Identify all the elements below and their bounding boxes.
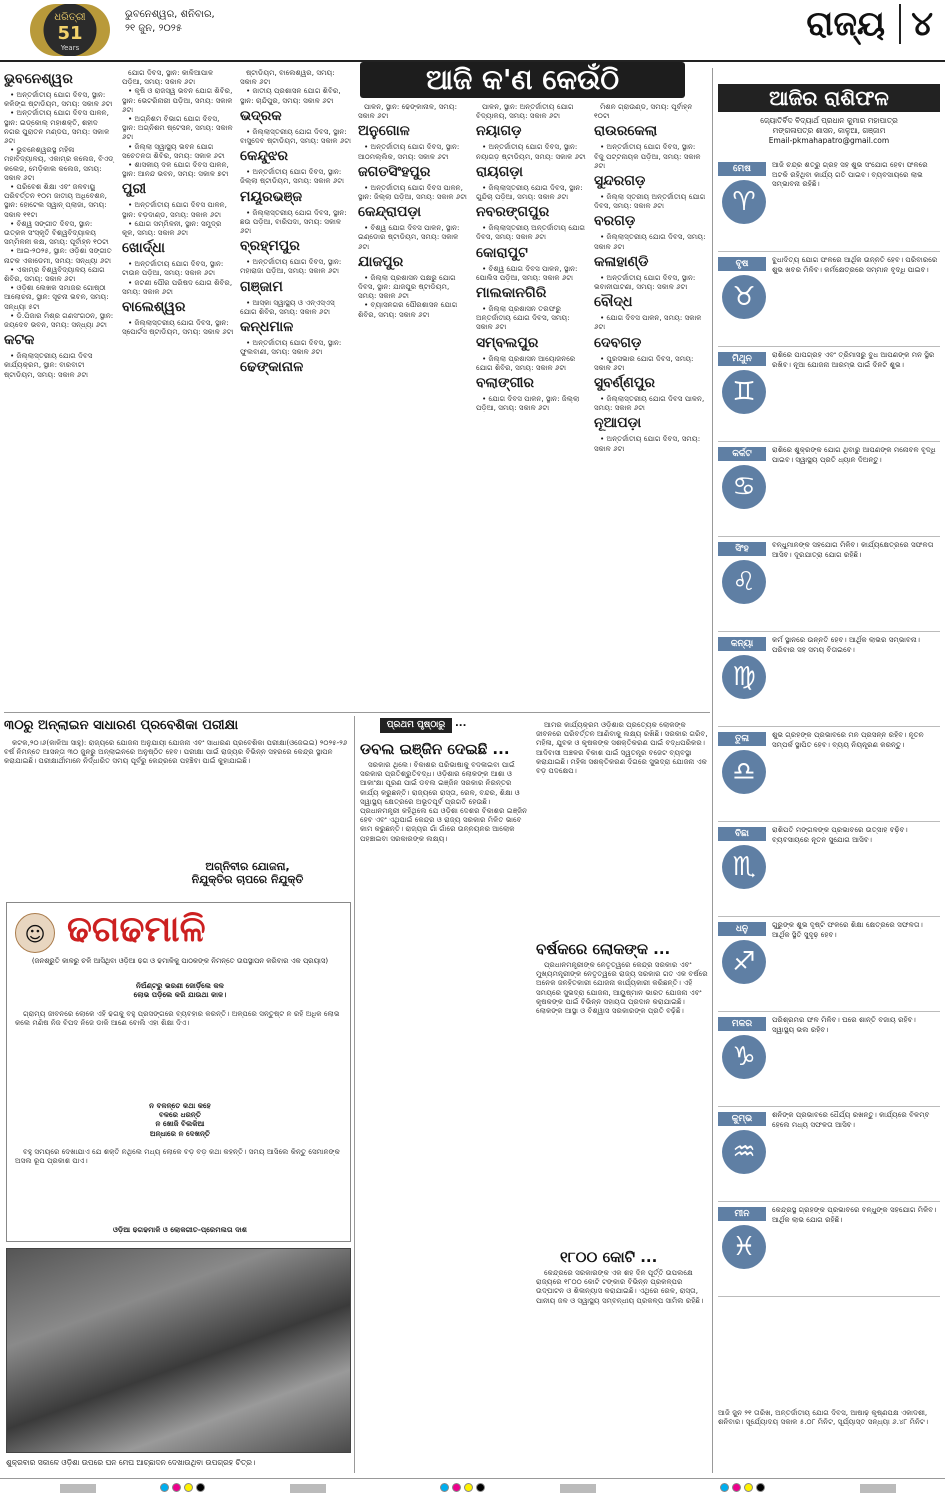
district-heading: କନ୍ଧମାଳ	[240, 319, 294, 336]
logo-line2: 51	[57, 23, 83, 44]
rashi-text: ବନ୍ଧୁମାନଙ୍କ ସହଯୋଗ ମିଳିବ। କାର୍ଯ୍ୟକ୍ଷେତ୍ରରେ ସଫଳତା ଆସିବ। ଦୂରଯାତ୍ରା ଯୋଗ ରହିଛି।	[772, 540, 934, 559]
zodiac-icon: ♐	[722, 940, 766, 984]
event-item: • ଆଇ-୨୦୨୫, ସ୍ଥାନ: ଓଡ଼ିଶା ସଙ୍ଗୀତ ନାଟକ ଏକାଡେମୀ, ସମୟ: ସନ୍ଧ୍ୟା ୬ଟା	[4, 246, 112, 265]
rashi-name: ମୀନ	[718, 1207, 766, 1221]
event-item: ପାଳନ, ସ୍ଥାନ: ଢେଙ୍କାନାଳ, ସମୟ: ସକାଳ ୬ଟା	[358, 102, 458, 121]
event-item: • ଜିଲ୍ଲାସ୍ତରୀୟ ଯୋଗ ଦିବସ, ସ୍ଥାନ: ଛଉ ପଡ଼ିଆ, ବାରିପଦା, ସମୟ: ସକାଳ ୬ଟା	[240, 207, 347, 236]
event-item: • ଅନ୍ତର୍ଜାତୀୟ ଯୋଗ ଦିବସ, ସ୍ଥାନ: ଭବାନୀପାଟଣା, ସମୟ: ସକାଳ ୬ଟା	[594, 272, 696, 292]
district-heading: ଜଗତସିଂହପୁର	[358, 163, 431, 180]
district-heading: ଭୁବନେଶ୍ୱର	[4, 71, 73, 87]
dhaga-credit: ଓଡ଼ିଆ ଢଗଢମାଳି ଓ ଲୋକଗୀତ-ପ୍ରେମଲତା ଦାଶ	[112, 1225, 248, 1234]
color-dot	[464, 1483, 473, 1492]
faces-icon: ☺	[15, 913, 55, 953]
event-item: • ଯୋଗ ଦିବସ ପାଳନ, ସମୟ: ସକାଳ ୬ଟା	[594, 313, 702, 332]
district-heading: ବଲାଙ୍ଗୀର	[476, 375, 534, 392]
rashi-text: ରାଶିପତି ମଙ୍ଗଳଙ୍କ ପ୍ରଭାବରେ ଉତ୍ସାହ ବଢ଼ିବ। ବ୍ୟବସାୟରେ ନୂତନ ସୁଯୋଗ ଆସିବ।	[772, 825, 908, 844]
cmyk-dots	[160, 1483, 205, 1492]
district-heading: ନବରଙ୍ଗପୁର	[476, 204, 550, 221]
rashi-text: ଗୁରୁଙ୍କ ଶୁଭ ଦୃଷ୍ଟି ଫଳରେ ଶିକ୍ଷା କ୍ଷେତ୍ରରେ ସଫଳତା। ଆର୍ଥିକ ସ୍ଥିତି ସୁଦୃଢ଼ ହେବ।	[772, 920, 923, 939]
event-item: • ଅନ୍ତର୍ଜାତୀୟ ଯୋଗ ଦିବସ, ସ୍ଥାନ: ବିଜୁ ପଟ୍ଟନାୟକ ପଡ଼ିଆ, ସମୟ: ସକାଳ ୬ଟା	[594, 142, 701, 170]
district-heading: ସୁନ୍ଦରଗଡ଼	[594, 173, 646, 190]
listing-column-5	[476, 102, 588, 708]
district-heading: ବାଲେଶ୍ୱର	[122, 299, 186, 316]
rashi-name: ବୃଷ	[718, 257, 766, 271]
rashi-name: ସିଂହ	[718, 542, 766, 556]
almanac: ଆଜି ଜୁନ ୨୧ ତାରିଖ, ଅନ୍ତର୍ଜାତୀୟ ଯୋଗ ଦିବସ, ଆଷାଢ଼ କୃଷ୍ଣପକ୍ଷ ଏକାଦଶୀ, ଶନିବାର। ସୂର୍ଯ୍ୟୋଦୟ ସକାଳ ୫.୦୮ ମିନିଟ, ସୂର୍ଯ୍ୟାସ୍ତ ସନ୍ଧ୍ୟା ୬.୪୮ ମିନିଟ।	[718, 1408, 929, 1427]
event-item: • ଅନ୍ତର୍ଜାତୀୟ ଯୋଗ ଦିବସ, ସ୍ଥାନ: ମହାରାଜା ପଡ଼ିଆ, ସମୟ: ସକାଳ ୬ଟା	[240, 257, 342, 276]
district-heading: ନୟାଗଡ଼	[476, 123, 522, 140]
horoscope-byline: ଜ୍ୟୋତିର୍ବିଦ ବିଦ୍ୟାର୍ଥ ପ୍ରଧାନ କୁମାର ମହାପାତ୍ର ମଙ୍ଗଳାପତ୍ର ଶାସନ, କାଳୁଆ, ଗଞ୍ଜାମ Email-pkmahapatro@gmail.com	[760, 116, 898, 145]
event-item: • ବିଶ୍ୱ ସଙ୍ଗୀତ ଦିବସ, ସ୍ଥାନ: ଉତ୍କଳ ସଂସ୍କୃତି ବିଶ୍ୱବିଦ୍ୟାଳୟ ସମ୍ମିଳନୀ କକ୍ଷ, ସମୟ: ପୂର୍ବାହ୍ନ ୧୦ଟା	[4, 218, 109, 247]
zodiac-icon: ♑	[722, 1035, 766, 1079]
color-dot	[756, 1483, 765, 1492]
district-heading: ଭଦ୍ରକ	[240, 107, 282, 124]
column-rule	[354, 716, 355, 1473]
page-number: ୪	[899, 4, 933, 44]
event-item: ଯୋଗ ଦିବସ, ସ୍ଥାନ: କାଳିଆପାଳ ପଡ଼ିଆ, ସମୟ: ସକାଳ ୬ଟା	[122, 68, 214, 87]
zodiac-icon: ♉	[722, 275, 766, 319]
rashi-entry	[718, 728, 940, 822]
event-item: • ଅନ୍ତର୍ଜାତୀୟ ଯୋଗ ଦିବସ, ସ୍ଥାନ: ଜିଲ୍ଲା ଷ୍ଟାଡିୟମ, ସମୟ: ସକାଳ ୬ଟା	[240, 167, 344, 186]
district-heading: ବରଗଡ଼	[594, 213, 636, 230]
section-title: ରାଜ୍ୟ	[806, 4, 885, 44]
event-item: • ଡି.ପିଜାର ମିଶ୍ର ଗଣସଂଗଠନ, ସ୍ଥାନ: ଜୟଦେବ ଭବନ, ସମୟ: ସନ୍ଧ୍ୟା ୬ଟା	[4, 310, 114, 330]
district-heading: କଟକ	[4, 332, 35, 349]
rashi-entry	[718, 1203, 940, 1297]
first-page-tag: ପ୍ରଥମ ପୃଷ୍ଠାରୁ	[380, 718, 452, 733]
district-heading: ବୌଦ୍ଧ	[594, 294, 633, 311]
rashi-entry	[718, 538, 940, 632]
horoscope-title: ଆଜିର ରାଶିଫଳ	[718, 84, 940, 112]
district-heading: ନୂଆପଡ଼ା	[594, 415, 642, 432]
event-item: • ଭୁବନେଶ୍ୱରସ୍ଥ ମହିଳା ମହାବିଦ୍ୟାଳୟ, ଏକାମ୍ର କଲେଜ, ବିଏଡ୍ କଲେଜ, ମେଡ଼ିକାଲ କଲେଜ, ସମୟ: ସକାଳ ୬ଟା	[4, 145, 114, 182]
rashi-entry	[718, 348, 940, 442]
zodiac-icon: ♊	[722, 370, 766, 414]
first-page-more: ...	[455, 718, 467, 729]
event-item: • ଅନ୍ତର୍ଜାତୀୟ ଯୋଗ ଦିବସ, ସ୍ଥାନ: ନୟାଗଡ଼ ଷ୍ଟାଡିୟମ, ସମୟ: ସକାଳ ୬ଟା	[476, 142, 586, 161]
cmyk-dots	[720, 1483, 765, 1492]
event-item: • ଜାତୀୟ ପ୍ରଶାସନ ଯୋଗ ଶିବିର, ସ୍ଥାନ: ଚାନ୍ଦିପୁର, ସମୟ: ସକାଳ ୬ଟା	[240, 86, 341, 105]
rashi-name: ତୁଳା	[718, 732, 766, 746]
listing-column-3	[240, 68, 352, 708]
exam-body: କଟକ,୨୦।୬(କାଳିଆ ସାହୁ): ରାଜ୍ୟରେ ଯୋଜନା ଅନୁଯାୟୀ ଯୋଜନା ଏବଂ ସାଧାରଣ ପ୍ରବେଶିକା ପରୀକ୍ଷା(ଓଜେଇଇ) ୨୦୨୫-୨୬ ବର୍ଷ ନିମନ୍ତେ ଆସନ୍ତା ୩୦ ଜୁନରୁ ଅନ୍‌ଲାଇନରେ ଅନୁଷ୍ଠିତ ହେବ। ପରୀକ୍ଷା ପାଇଁ ରାଜ୍ୟର ବିଭିନ୍ନ ସହରରେ କେନ୍ଦ୍ର ସ୍ଥାପନ କରାଯାଇଛି। ପରୀକ୍ଷାର୍ଥୀମାନେ ନିର୍ଦ୍ଧାରିତ ସମୟ ପୂର୍ବରୁ କେନ୍ଦ୍ରରେ ପହଞ୍ଚିବା ପାଇଁ କୁହାଯାଇଛି।	[4, 738, 348, 766]
rashi-text: କେନ୍ଦ୍ରସ୍ଥ ଗ୍ରହଙ୍କ ପ୍ରଭାବରେ ବନ୍ଧୁଙ୍କ ସହଯୋଗ ମିଳିବ। ଆର୍ଥିକ ଲାଭ ଯୋଗ ରହିଛି।	[772, 1205, 937, 1224]
dhaga-verse-1: ନିଅଁଣ୍ଟରୁ ଭରଣୀ ଜୋର୍ଡ଼ିଲେ କଳ ଲୋଭ ପଡ଼ିଲେ କରି ଯାଉଥା କାଳ।	[133, 981, 227, 1000]
story1-headline: ଡବଲ ଇଞ୍ଜିନ ଦେଇଛି ...	[360, 740, 510, 758]
event-item: • ଜିଲ୍ଲା ସ୍ତରୀୟ ଅନ୍ତର୍ଜାତୀୟ ଯୋଗ ଦିବସ, ସମୟ: ସକାଳ ୬ଟା	[594, 192, 706, 211]
rashi-entry	[718, 918, 940, 1012]
zodiac-icon: ♒	[722, 1130, 766, 1174]
rashi-text: ପରିଶ୍ରମର ଫଳ ମିଳିବ। ଘରେ ଶାନ୍ତି ବଜାୟ ରହିବ। ସ୍ୱାସ୍ଥ୍ୟ ଭଲ ରହିବ।	[772, 1015, 916, 1034]
rashi-name: କୁମ୍ଭ	[718, 1112, 766, 1126]
color-dot	[452, 1483, 461, 1492]
section-rule	[4, 712, 710, 713]
rashi-entry	[718, 443, 940, 537]
rashi-entry	[718, 1013, 940, 1107]
zodiac-icon: ♍	[722, 655, 766, 699]
zodiac-icon: ♏	[722, 845, 766, 889]
logo-line1: ଧରିତ୍ରୀ	[54, 12, 86, 23]
rashi-name: ମକର	[718, 1017, 766, 1031]
event-item: • ଜିଲ୍ଲା ପ୍ରଶାସନ ପକ୍ଷରୁ ଯୋଗ ଦିବସ, ସ୍ଥାନ: ଯାଜପୁର ଷ୍ଟାଡିୟମ, ସମୟ: ସକାଳ ୬ଟା	[358, 272, 456, 301]
event-item: • ଯୋଗ ଦିବସ ପାଳନ, ସ୍ଥାନ: ଜିଲ୍ଲା ପଡ଼ିଆ, ସମୟ: ସକାଳ ୬ଟା	[476, 394, 580, 413]
listing-column-1	[4, 68, 116, 708]
district-heading: ଖୋର୍ଦ୍ଧା	[122, 240, 165, 257]
event-item: • ଅନ୍ତର୍ଜାତୀୟ ଯୋଗ ଦିବସ, ସ୍ଥାନ: ଫୁଲବାଣୀ, ସମୟ: ସକାଳ ୬ଟା	[240, 338, 342, 357]
dhaga-box	[6, 902, 351, 1242]
dhaga-title: ଢଗଢମାଳି	[67, 909, 206, 950]
dhaga-body-1: ଗ୍ରାମ୍ୟ ଜୀବନରେ ଲୋକେ ଏହି ଢଗକୁ ବହୁ ପ୍ରସଙ୍ଗରେ ବ୍ୟବହାର କରନ୍ତି। ଅଳ୍ପରେ ସନ୍ତୁଷ୍ଟ ନ ରହି ଅଧିକ ଲୋଭ କଲେ ମଣିଷ ନିଜ ବିପଦ ନିଜେ ଡାକି ଆଣେ ବୋଲି ଏହା ଶିକ୍ଷା ଦିଏ।	[15, 1009, 340, 1028]
rashi-name: ଧନୁ	[718, 922, 766, 936]
event-item: • ଜିଲ୍ଲାସ୍ତରୀୟ ଯୋଗ ଦିବସ, ସ୍ଥାନ: ସ୍ପୋର୍ଟସ ଷ୍ଟାଡିୟମ, ସମୟ: ସକାଳ ୬ଟା	[122, 318, 234, 337]
listing-column-2	[122, 68, 234, 708]
rashi-entry	[718, 158, 940, 252]
color-dot	[744, 1483, 753, 1492]
newspaper-logo	[30, 4, 110, 56]
rashi-entry	[718, 633, 940, 727]
dhaga-verse-2: ନ ବଳନ୍ତେ କଥା କହେ ବଳରେ ଧରନ୍ତି ନ ଖୋଜି ବିଲକିଆ ଅନ୍ଧାରେ ନ ଦେଖନ୍ତି	[149, 1101, 211, 1138]
rashi-name: କନ୍ୟା	[718, 637, 766, 651]
zodiac-icon: ♎	[722, 750, 766, 794]
event-item: • ଜଟଣୀ ପୌର ପରିଷଦ ଯୋଗ ଶିବିର, ସମୟ: ସକାଳ ୬ଟା	[122, 277, 233, 296]
event-item: • ଜିଲ୍ଲା ପ୍ରଶାସନ ତରଫରୁ ଅନ୍ତର୍ଜାତୀୟ ଯୋଗ ଦିବସ, ସମୟ: ସକାଳ ୬ଟା	[476, 304, 570, 332]
event-item: • ଅନ୍ତର୍ଜାତୀୟ ଯୋଗ ଦିବସ, ସ୍ଥାନ: କଳିଙ୍ଗ ଷ୍ଟାଡିୟମ, ସମୟ: ସକାଳ ୬ଟା	[4, 90, 113, 109]
rashi-text: ରାଶିରେ ପାପଗ୍ରହ ଏବଂ ତ୍ରିମାସରୁ ବୁଧ ଆପଣଙ୍କ ମନ ସ୍ଥିର ରଖିବ। ନୂଆ ଯୋଜନା ଆରମ୍ଭ ପାଇଁ ଦିନଟି ଶୁଭ।	[772, 350, 935, 369]
registration-mark	[60, 1484, 96, 1493]
listing-column-6	[594, 102, 706, 708]
event-item: • ବିଶ୍ୱ ଯୋଗ ଦିବସ ପାଳନ, ସ୍ଥାନ: ଇଣ୍ଡୋର ଷ୍ଟାଡିୟମ, ସମୟ: ସକାଳ ୬ଟା	[358, 223, 460, 251]
district-heading: ରାୟଗଡ଼ା	[476, 163, 523, 180]
event-item: • କୃଷି ଓ ରାଜସ୍ୱ ଭବନ ଯୋଗ ଶିବିର, ସ୍ଥାନ: ଭେଟରିନାରୀ ପଡ଼ିଆ, ସମୟ: ସକାଳ ୬ଟା	[122, 86, 233, 114]
district-heading: ସୁବର୍ଣ୍ଣପୁର	[594, 375, 655, 392]
event-item: • ଅନ୍ତର୍ଜାତୀୟ ଯୋଗ ଦିବସ, ସମୟ: ସକାଳ ୬ଟା	[594, 434, 701, 453]
dateline: ଭୁବନେଶ୍ୱର, ଶନିବାର, ୨୧ ଜୁନ, ୨୦୨୫	[125, 9, 215, 34]
rashi-text: କର୍ମ ସ୍ଥାନରେ ଉନ୍ନତି ହେବ। ଆର୍ଥିକ ଲାଭର ସମ୍ଭାବନା। ପରିବାର ସହ ସମୟ ବିତାଇବେ।	[772, 635, 920, 654]
event-item: ଷ୍ଟାଡିୟମ, ବାଲେଶ୍ୱର, ସମୟ: ସକାଳ ୬ଟା	[240, 68, 335, 87]
rashi-name: ମେଷ	[718, 162, 766, 176]
exam-headline: ୩୦ରୁ ଅନ୍‌ଲାଇନ ସାଧାରଣ ପ୍ରବେଶିକା ପରୀକ୍ଷା	[4, 718, 239, 733]
scheme-headline: ଅଗ୍ନିବୀର ଯୋଜନା, ନିଯୁକ୍ତିର ଚାପରେ ନିଯୁକ୍ତି	[191, 860, 304, 886]
event-item: • ଯୋଗ ସମ୍ମିଳନୀ, ସ୍ଥାନ: ସମୁଦ୍ର କୂଳ, ସମୟ: ସକାଳ ୬ଟା	[122, 218, 222, 238]
event-item: • ଜିଲ୍ଲାସ୍ତରୀୟ ଯୋଗ ଦିବସ, ସ୍ଥାନ: ବାସୁଦେବ ଷ୍ଟାଡିୟମ, ସମୟ: ସକାଳ ୬ଟା	[240, 126, 352, 146]
rashi-text: ରାଶିରେ ଶୁକ୍ରଙ୍କ ଯୋଗ ଥିବାରୁ ଆପଣଙ୍କ ମନୋବଳ ବୃଦ୍ଧି ପାଇବ। ସ୍ୱାସ୍ଥ୍ୟ ପ୍ରତି ଧ୍ୟାନ ଦିଅନ୍ତୁ।	[772, 445, 936, 464]
zodiac-icon: ♈	[722, 180, 766, 224]
district-heading: ଢେଙ୍କାନାଳ	[240, 359, 304, 376]
color-dot	[184, 1483, 193, 1492]
rashi-text: ଶୁଭ ଗ୍ରହଙ୍କ ପ୍ରଭାବରେ ମନ ପ୍ରସନ୍ନ ରହିବ। ନୂତନ ସମ୍ପର୍କ ସ୍ଥାପିତ ହେବ। ବ୍ୟୟ ନିୟନ୍ତ୍ରଣ କରନ୍ତୁ।	[772, 730, 924, 749]
color-dot	[440, 1483, 449, 1492]
rashi-text: ଆଜି ଚନ୍ଦ୍ର ଶତ୍ରୁ ଗ୍ରହ ସହ ଶୁଭ ସଂଯୋଗ ହେବା ଫଳରେ ଅଟକି ରହିଥିବା କାର୍ଯ୍ୟ ଗତି ପାଇବ। ବ୍ୟବସାୟରେ ଲାଭ ସମ୍ଭାବନା ରହିଛି।	[772, 160, 928, 189]
district-heading: ରାଉରକେଲା	[594, 123, 658, 140]
story-continued-body: ଆମର କାର୍ଯ୍ୟକ୍ରମ ଓଡ଼ିଶାର ପ୍ରତ୍ୟେକ ଲୋକଙ୍କ ଜୀବନରେ ପରିବର୍ତ୍ତନ ଆଣିବାକୁ ଲକ୍ଷ୍ୟ ରଖିଛି। ସରକାର ଗରିବ, ମହିଳା, ଯୁବକ ଓ କୃଷକଙ୍କ ସଶକ୍ତିକରଣ ପାଇଁ ବଦ୍ଧପରିକର। ଆଦିବାସୀ ଅଞ୍ଚଳର ବିକାଶ ପାଇଁ ସ୍ୱତନ୍ତ୍ର ବଜେଟ ବ୍ୟବସ୍ଥା କରାଯାଇଛି। ମହିଳା ସଶକ୍ତିକରଣ ଦିଗରେ ସୁଭଦ୍ରା ଯୋଜନା ଏକ ବଡ଼ ପଦକ୍ଷେପ।	[536, 720, 708, 776]
event-item: • ଅନ୍ତର୍ଜାତୀୟ ଯୋଗ ଦିବସ, ସ୍ଥାନ: ଆଠମଲ୍ଲିକ, ସମୟ: ସକାଳ ୬ଟା	[358, 142, 460, 161]
district-heading: କେନ୍ଦୁଝର	[240, 148, 289, 165]
story2-headline: ବର୍ଷକରେ ଲୋକଙ୍କ ...	[536, 940, 708, 958]
cmyk-dots	[440, 1483, 485, 1492]
event-item: • ଜିଲ୍ଲାସ୍ତରୀୟ ଯୋଗ ଦିବସ, ସମୟ: ସକାଳ ୬ଟା	[594, 232, 706, 251]
district-heading: ସମ୍ବଲପୁର	[476, 334, 539, 351]
listing-column-4	[358, 102, 470, 708]
rashi-text: ଶନିଙ୍କ ପ୍ରଭାବରେ ଧୈର୍ଯ୍ୟ ରଖନ୍ତୁ। କାର୍ଯ୍ୟରେ ବିଳମ୍ବ ହେଲେ ମଧ୍ୟ ସଫଳତା ଆସିବ।	[772, 1110, 930, 1129]
district-heading: ଯାଜପୁର	[358, 253, 404, 270]
event-item: • ଶାସକୀୟ ଦଳ ଯୋଗ ଦିବସ ପାଳନ, ସ୍ଥାନ: ଆନନ୍ଦ ଭବନ, ସମୟ: ସକାଳ ୭ଟା	[122, 160, 229, 179]
satellite-caption: ଶୁକ୍ରବାର ସକାଳେ ଓଡ଼ିଶା ଉପରେ ଘନ ମେଘ ଆଚ୍ଛାଦନ ଦେଖାଉଥିବା ଉପଗ୍ରହ ଚିତ୍ର।	[6, 1458, 256, 1467]
district-heading: ଅନୁଗୋଳ	[358, 123, 410, 140]
event-item: • ଏକାମ୍ର ବିଶ୍ୱବିଦ୍ୟାଳୟ ଯୋଗ ଶିବିର, ସମୟ: ସକାଳ ୬ଟା	[4, 264, 105, 284]
event-item: • ପୁରସଭାର ଯୋଗ ଦିବସ, ସମୟ: ସକାଳ ୬ଟା	[594, 353, 694, 372]
event-item: • ଅନ୍ତର୍ଜାତୀୟ ଯୋଗ ଦିବସ, ସ୍ଥାନ: ଟାଉନ ପଡ଼ିଆ, ସମୟ: ସକାଳ ୬ଟା	[122, 259, 224, 278]
rashi-entry	[718, 1108, 940, 1202]
color-dot	[196, 1483, 205, 1492]
registration-mark	[560, 1484, 596, 1493]
district-heading: କେନ୍ଦ୍ରାପଡ଼ା	[358, 204, 422, 221]
district-heading: କଳାହାଣ୍ଡି	[594, 253, 649, 270]
satellite-image	[6, 1248, 351, 1453]
registration-mark	[290, 1484, 326, 1493]
story3-headline: ୧୮୦୦ କୋଟି ...	[560, 1248, 708, 1266]
events-banner: ଆଜି କ'ଣ କେଉଁଠି	[360, 62, 685, 98]
story3-body: କେନ୍ଦ୍ରରେ ସରକାରଙ୍କ ଏକ ଶହ ଦିନ ପୂର୍ତ୍ତି ଉପଲକ୍ଷେ ରାଜ୍ୟରେ ୧୮୦୦ କୋଟି ଟଙ୍କାର ବିଭିନ୍ନ ପ୍ରକଳ୍ପର ଉଦ୍‌ଘାଟନ ଓ ଶିଳାନ୍ୟାସ କରାଯାଇଛି। ଏଥିରେ ରେଳ, ରାସ୍ତା, ପାନୀୟ ଜଳ ଓ ସ୍ୱାସ୍ଥ୍ୟ ସମ୍ବନ୍ଧୀୟ ପ୍ରକଳ୍ପ ସାମିଲ ରହିଛି।	[536, 1268, 708, 1473]
zodiac-icon: ♋	[722, 465, 766, 509]
district-heading: ପୁରୀ	[122, 181, 147, 198]
event-item: • ଜିଲ୍ଲାସ୍ତରୀୟ ଯୋଗ ଦିବସ, ସ୍ଥାନ: ଗୁନ୍ଦିଚା ପଡ଼ିଆ, ସମୟ: ସକାଳ ୬ଟା	[476, 182, 583, 202]
dhaga-subtitle: (ଜନଶ୍ରୁତି କାଳରୁ ଚଳି ଆସିଥିବା ଓଡ଼ିଆ ଢଗ ଓ ଢମାଳିକୁ ପାଠକଙ୍କ ନିମନ୍ତେ ଉପସ୍ଥାପନ କରିବାର ଏକ ପ୍ରୟାସ)	[31, 957, 329, 965]
event-item: ପାଳନ, ସ୍ଥାନ: ଅନ୍ତର୍ଜାତୀୟ ଯୋଗ ବିଦ୍ୟାଳୟ, ସମୟ: ସକାଳ ୬ଟା	[476, 102, 574, 121]
event-item: • ଜିଲ୍ଲା ପ୍ରଶାସନ ଆୟୋଜନରେ ଯୋଗ ଶିବିର, ସମୟ: ସକାଳ ୬ଟା	[476, 353, 576, 372]
district-heading: ଦେବଗଡ଼	[594, 334, 642, 351]
logo-line3: Years	[60, 44, 80, 52]
color-dot	[476, 1483, 485, 1492]
district-heading: ବ୍ରହ୍ମପୁର	[240, 238, 300, 255]
zodiac-icon: ♓	[722, 1225, 766, 1269]
event-item: • ଅଗ୍ନିଶମ ବିଭାଗ ଯୋଗ ଦିବସ, ସ୍ଥାନ: ଅଗ୍ନିଶମ ଷ୍ଟେସନ, ସମୟ: ସକାଳ ୬ଟା	[122, 114, 233, 142]
district-heading: ମାଲକାନଗିରି	[476, 285, 547, 302]
rashi-name: ବିଛା	[718, 827, 766, 841]
event-item: • ଓଡ଼ିଶା ଲେଖକ ସମାଜର ଗୋଷ୍ଠୀ ଆଲୋଚନା, ସ୍ଥାନ: ସୂଚନା ଭବନ, ସମୟ: ସନ୍ଧ୍ୟା ୫ଟା	[4, 283, 109, 311]
story2-body: ପ୍ରଧାନମନ୍ତ୍ରୀଙ୍କ ନେତୃତ୍ୱରେ କେନ୍ଦ୍ର ସରକାର ଏବଂ ମୁଖ୍ୟମନ୍ତ୍ରୀଙ୍କ ନେତୃତ୍ୱରେ ରାଜ୍ୟ ସରକାର ଗତ ଏକ ବର୍ଷରେ ଅନେକ ଜନହିତକାରୀ ଯୋଜନା କାର୍ଯ୍ୟକାରୀ କରିଛନ୍ତି। ଏହି ସମୟରେ ସୁଭଦ୍ରା ଯୋଜନା, ଆୟୁଷ୍ମାନ ଭାରତ ଯୋଜନା ଏବଂ କୃଷକଙ୍କ ପାଇଁ ବିଭିନ୍ନ ସହାୟତା ପ୍ରଦାନ କରାଯାଇଛି। ଲୋକଙ୍କ ଆସ୍ଥା ଓ ବିଶ୍ୱାସ ସରକାରଙ୍କ ପ୍ରତି ବଢ଼ିଛି।	[536, 960, 708, 1240]
event-item: • ଅନ୍ତର୍ଜାତୀୟ ଯୋଗ ଦିବସ ପାଳନ, ସ୍ଥାନ: ଜିଲ୍ଲା ପଡ଼ିଆ, ସମୟ: ସକାଳ ୬ଟା	[358, 182, 467, 202]
event-item: • ଜିଲ୍ଲାସ୍ତରୀୟ ଯୋଗ ଦିବସ ପାଳନ, ସମୟ: ସକାଳ ୬ଟା	[594, 394, 705, 413]
event-item: • ଅନ୍ତର୍ଜାତୀୟ ଯୋଗ ଦିବସ ପାଳନ, ସ୍ଥାନ: ବଡ଼ଦାଣ୍ଡ, ସମୟ: ସକାଳ ୬ଟା	[122, 200, 227, 219]
district-heading: ମୟୂରଭଞ୍ଜ	[240, 188, 303, 205]
color-dot	[732, 1483, 741, 1492]
rashi-entry	[718, 253, 940, 347]
district-heading: କୋରାପୁଟ	[476, 244, 528, 261]
rashi-name: ମିଥୁନ	[718, 352, 766, 366]
event-item: • ବିଶ୍ୱ ଯୋଗ ଦିବସ ପାଳନ, ସ୍ଥାନ: ପୋଲିସ ପଡ଼ିଆ, ସମୟ: ସକାଳ ୬ଟା	[476, 263, 578, 282]
event-item: ମିଶନ ଗ୍ରାଉଣ୍ଡ, ସମୟ: ପୂର୍ବାହ୍ନ ୧୦ଟା	[594, 102, 693, 121]
district-heading: ଗଞ୍ଜାମ	[240, 278, 283, 295]
event-item: • ପରିବେଶ ଶିକ୍ଷା ଏବଂ ଜଳବାୟୁ ପରିବର୍ତ୍ତନ ୧୦ମ ଜାତୀୟ ଅଧିବେଶନ, ସ୍ଥାନ: ହୋଟେଲ ସ୍ୱାନ୍ ପ୍ଲାଜା, ସମୟ: ସକାଳ ୧୧ଟା	[4, 182, 107, 219]
event-item: • ଅନ୍ତର୍ଜାତୀୟ ଯୋଗ ଦିବସ ପାଳନ, ସ୍ଥାନ: ଇଡ୍‌କୋଲ୍ ମହାଶକ୍ତି, ଶହୀଦ ନଗର ପୁରାତନ ମଣ୍ଡପ, ସମୟ: ସକାଳ ୬ଟା	[4, 108, 110, 146]
color-dot	[172, 1483, 181, 1492]
masthead	[0, 0, 945, 62]
registration-mark	[860, 1484, 896, 1493]
rashi-name: କର୍କଟ	[718, 447, 766, 461]
event-item: • ଜିଲ୍ଲାସ୍ତରୀୟ ଅନ୍ତର୍ଜାତୀୟ ଯୋଗ ଦିବସ, ସମୟ: ସକାଳ ୬ଟା	[476, 223, 585, 242]
rashi-entry	[718, 823, 940, 917]
rashi-text: ବୁଧାଦିତ୍ୟ ଯୋଗ ଫଳରେ ଆର୍ଥିକ ଉନ୍ନତି ହେବ। ପରିବାରରେ ଶୁଭ ଖବର ମିଳିବ। କର୍ମକ୍ଷେତ୍ରରେ ସମ୍ମାନ ବୃଦ୍ଧି ପାଇବ।	[772, 255, 938, 274]
color-dot	[720, 1483, 729, 1492]
event-item: • ଆସ୍କା ସ୍ୱାସ୍ଥ୍ୟ ଓ ଏନ୍‌ଏସ୍ଏସ୍ ଯୋଗ ଶିବିର, ସମୟ: ସକାଳ ୬ଟା	[240, 297, 335, 316]
column-rule	[712, 68, 713, 1473]
color-dot	[160, 1483, 169, 1492]
event-item: • ବ୍ୟାସନଗର ପୌରଶାସନ ଯୋଗ ଶିବିର, ସମୟ: ସକାଳ ୬ଟା	[358, 300, 458, 319]
zodiac-icon: ♌	[722, 560, 766, 604]
story1-body: ସରକାର ଥିଲେ। ବିକାଶର ପରିଭାଷାକୁ ବଦଳାଇବା ପାଇଁ ସରକାର ପ୍ରତିଶ୍ରୁତିବଦ୍ଧ। ଓଡ଼ିଶାର ଲୋକଙ୍କ ଆଶା ଓ ଆକାଂକ୍ଷା ପୂରଣ ପାଇଁ ଡବଲ ଇଞ୍ଜିନ ସରକାର ନିରନ୍ତର କାର୍ଯ୍ୟ କରୁଛନ୍ତି। ରାଜ୍ୟରେ ରାସ୍ତା, ରେଳ, ବନ୍ଦର, ଶିକ୍ଷା ଓ ସ୍ୱାସ୍ଥ୍ୟ କ୍ଷେତ୍ରରେ ଅଭୂତପୂର୍ବ ପ୍ରଗତି ହେଉଛି। ପ୍ରଧାନମନ୍ତ୍ରୀ କହିଥିଲେ ଯେ ଓଡ଼ିଶା ଦେଶର ବିକାଶର ଇଞ୍ଜିନ ହେବ ଏବଂ ଏଥିପାଇଁ କେନ୍ଦ୍ର ଓ ରାଜ୍ୟ ସରକାର ମିଳିତ ଭାବେ କାମ କରୁଛନ୍ତି। ରାଜ୍ୟର ଗାଁ ଗାଁରେ ଉନ୍ନୟନର ଆଲୋକ ପହଞ୍ଚାଇବା ସରକାରଙ୍କ ଲକ୍ଷ୍ୟ।	[360, 760, 528, 843]
event-item: • ଜିଲ୍ଲାସ୍ତରୀୟ ଯୋଗ ଦିବସ କାର୍ଯ୍ୟକ୍ରମ, ସ୍ଥାନ: ବାରବାଟୀ ଷ୍ଟାଡିୟମ, ସମୟ: ସକାଳ ୬ଟା	[4, 351, 93, 379]
event-item: • ଜିଲ୍ଲା ସ୍ୱାସ୍ଥ୍ୟ ଭବନ ଯୋଗ ସଚେତନତା ଶିବିର, ସମୟ: ସକାଳ ୬ଟା	[122, 141, 225, 160]
dhaga-body-2: ବହୁ ସମୟରେ ଦେଖାଯାଏ ଯେ ଶକ୍ତି ନଥିଲେ ମଧ୍ୟ ଲୋକେ ବଡ଼ ବଡ଼ କଥା କହନ୍ତି। ସମୟ ଆସିଲେ କିନ୍ତୁ ସେମାନଙ୍କ ଅସଲ ରୂପ ପ୍ରକାଶ ପାଏ।	[15, 1147, 340, 1166]
